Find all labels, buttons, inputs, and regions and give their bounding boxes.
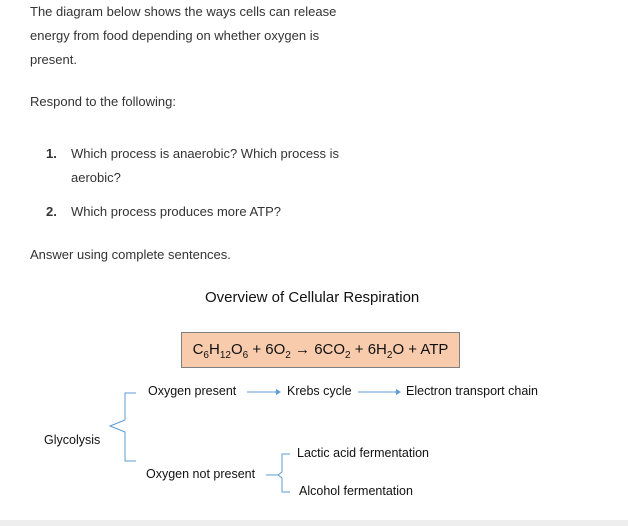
respond-prompt: Respond to the following:	[30, 94, 176, 109]
arrowhead-icon	[276, 389, 281, 395]
diagram-title: Overview of Cellular Respiration	[205, 289, 420, 306]
question-text: Which process produces more ATP?	[71, 204, 282, 219]
question-number: 1.	[46, 146, 57, 161]
glycolysis-label: Glycolysis	[44, 433, 101, 447]
question-text: Which process is anaerobic? Which process is aerobic?	[71, 146, 340, 185]
glycolysis-bracket	[110, 393, 136, 461]
question-number: 2.	[46, 204, 57, 219]
arrowhead-icon	[396, 389, 401, 395]
equation-box: $C_6H_{12}O_6 + 6O_2 \to 6CO_2 + 6H_2O$ + ATP	[181, 332, 460, 368]
fermentation-bracket	[266, 454, 290, 492]
krebs-cycle-label: Krebs cycle	[287, 384, 352, 398]
lactic-acid-fermentation-label: Lactic acid fermentation	[297, 446, 430, 460]
oxygen-present-label: Oxygen present	[148, 384, 237, 398]
reaction-arrow-icon: →	[290, 341, 315, 358]
question-intro: The diagram below shows the ways cells can release energy from food depending on whether oxygen is present.	[30, 4, 337, 67]
alcohol-fermentation-label: Alcohol fermentation	[299, 484, 413, 498]
answer-instruction: Answer using complete sentences.	[30, 247, 231, 262]
electron-transport-chain-label: Electron transport chain	[406, 384, 539, 398]
oxygen-not-present-label: Oxygen not present	[146, 467, 256, 481]
bottom-divider	[0, 520, 628, 526]
